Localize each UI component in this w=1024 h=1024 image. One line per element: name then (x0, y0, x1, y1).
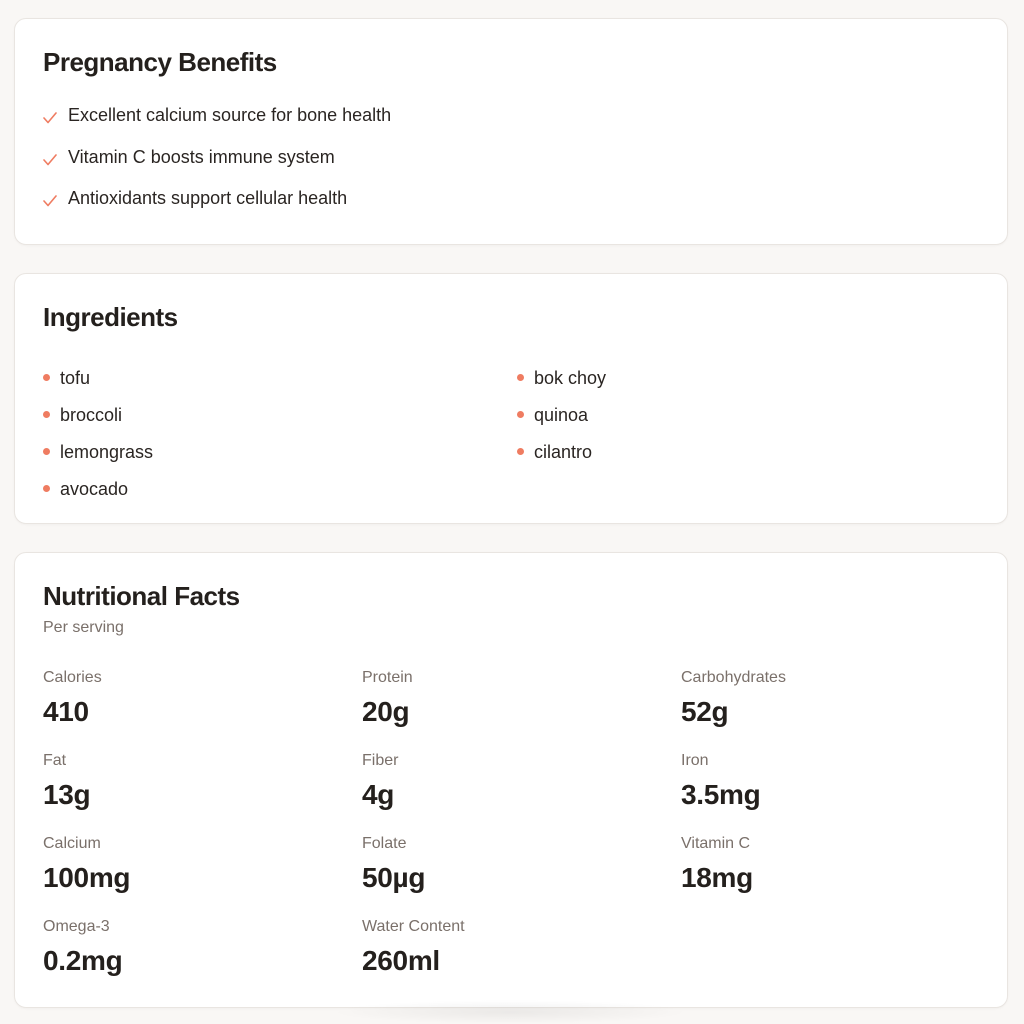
checkmark-icon (43, 188, 68, 207)
nutrient-label: Vitamin C (681, 835, 751, 852)
pregnancy-benefits-title: Pregnancy Benefits (43, 47, 277, 77)
benefit-item (43, 147, 391, 189)
bullet-icon (517, 411, 524, 418)
bullet-icon (517, 374, 524, 381)
nutrient-value: 260ml (362, 945, 440, 976)
ingredient-item (517, 397, 606, 434)
nutrient-label: Calcium (43, 835, 101, 852)
ingredients-list-right (517, 360, 606, 471)
nutrient-protein (362, 669, 662, 728)
checkmark-icon (43, 147, 68, 166)
nutrient-calcium (43, 835, 343, 894)
bullet-icon (43, 485, 50, 492)
ingredient-name: bok choy (534, 368, 607, 388)
nutrient-label: Carbohydrates (681, 669, 786, 686)
nutrient-value: 13g (43, 779, 91, 810)
nutrient-value: 0.2mg (43, 945, 123, 976)
nutrient-label: Calories (43, 669, 102, 686)
nutrient-carbohydrates (681, 669, 981, 728)
ingredient-name: avocado (60, 479, 129, 499)
benefit-text: Excellent calcium source for bone health (68, 105, 392, 125)
nutrient-calories (43, 669, 343, 728)
ingredient-item (517, 434, 606, 471)
pregnancy-benefits-card (14, 18, 1008, 245)
ingredient-name: tofu (60, 368, 91, 388)
nutrient-value: 3.5mg (681, 779, 761, 810)
ingredient-item (43, 397, 153, 434)
nutrient-value: 410 (43, 696, 89, 727)
nutrient-value: 100mg (43, 862, 131, 893)
ingredient-item (517, 360, 606, 397)
nutritional-facts-card (14, 552, 1008, 1008)
nutrient-value: 18mg (681, 862, 753, 893)
nutrient-omega-3 (43, 918, 343, 977)
ingredients-title: Ingredients (43, 302, 178, 332)
ingredient-item (43, 471, 153, 508)
benefit-text: Antioxidants support cellular health (68, 188, 348, 208)
benefit-item (43, 188, 391, 230)
nutrient-iron (681, 752, 981, 811)
nutrient-fat (43, 752, 343, 811)
per-serving-subtitle: Per serving (43, 619, 124, 636)
nutrient-folate (362, 835, 662, 894)
ingredients-list-left (43, 360, 153, 508)
bullet-icon (43, 374, 50, 381)
nutrient-label: Fat (43, 752, 67, 769)
nutrient-value: 20g (362, 696, 410, 727)
nutrient-label: Omega-3 (43, 918, 110, 935)
nutrient-fiber (362, 752, 662, 811)
ingredient-name: cilantro (534, 442, 593, 462)
scroll-shadow (330, 1000, 690, 1024)
benefit-text: Vitamin C boosts immune system (68, 146, 335, 167)
nutrient-label: Iron (681, 752, 709, 769)
ingredient-name: broccoli (60, 405, 123, 425)
nutrient-value: 50µg (362, 862, 426, 893)
checkmark-icon (43, 105, 68, 124)
bullet-icon (43, 448, 50, 455)
benefit-item (43, 105, 391, 147)
nutrient-label: Fiber (362, 752, 399, 769)
nutrient-label: Folate (362, 835, 407, 852)
nutrient-value: 52g (681, 696, 729, 727)
bullet-icon (517, 448, 524, 455)
ingredient-item (43, 434, 153, 471)
nutrient-water-content (362, 918, 662, 977)
nutrient-label: Water Content (362, 918, 465, 935)
nutrient-vitamin-c (681, 835, 981, 894)
ingredients-card (14, 273, 1008, 524)
benefits-list (43, 105, 391, 230)
nutritional-facts-title: Nutritional Facts (43, 581, 240, 611)
ingredient-name: quinoa (534, 405, 589, 425)
bullet-icon (43, 411, 50, 418)
ingredient-name: lemongrass (60, 442, 154, 462)
nutrient-label: Protein (362, 669, 413, 686)
nutrient-value: 4g (362, 779, 395, 810)
ingredient-item (43, 360, 153, 397)
